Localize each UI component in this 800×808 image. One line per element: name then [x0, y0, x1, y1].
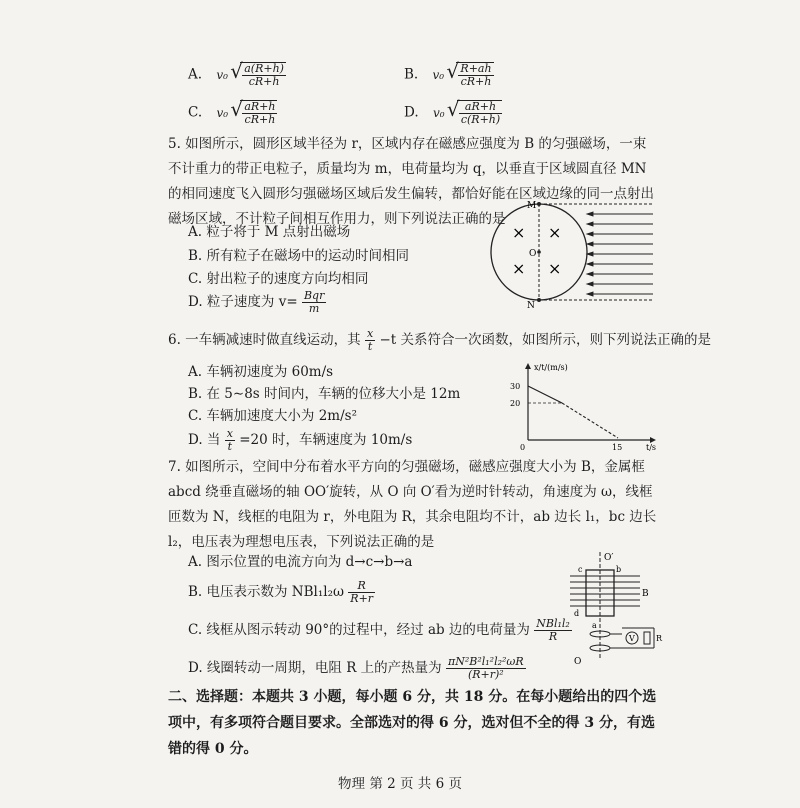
field-cross: × — [548, 259, 562, 278]
q5-option-c: C. 射出粒子的速度方向均相同 — [188, 271, 369, 287]
section-2-heading: 二、选择题：本题共 3 小题，每小题 6 分，共 18 分。在每小题给出的四个选项中，有多项符合题目要求。全部选对的得 6 分，选对但不全的得 3 分，有选错的得 0 分。 — [168, 689, 657, 757]
label-d: d — [574, 609, 580, 618]
label-o-prime: O′ — [604, 553, 614, 563]
beam-arrow-head — [587, 242, 593, 246]
q4-option-d: D. v₀ √ $\frac{aR+h}{c(R+h)}$ — [404, 100, 502, 126]
q5-option-a: A. 粒子将于 M 点射出磁场 — [188, 224, 351, 240]
label-n: N — [527, 301, 535, 310]
page-footer: 物理 第 2 页 共 6 页 — [338, 776, 462, 792]
label-o: O — [574, 657, 582, 667]
label-c: c — [578, 565, 583, 574]
field-cross: × — [512, 259, 526, 278]
q6-option-a: A. 车辆初速度为 60m/s — [188, 364, 334, 380]
q5-option-b: B. 所有粒子在磁场中的运动时间相同 — [188, 248, 410, 264]
q6-xt-graph — [500, 360, 660, 452]
tick-20: 20 — [510, 399, 521, 408]
field-cross: × — [548, 223, 562, 242]
q7-option-b: B. 电压表示数为 NBl₁l₂ω $\frac{R}{R+r}$ — [188, 579, 374, 605]
q5-option-d: D. 粒子速度为 v= $\frac{\text{Bqr}}{m}$ — [188, 289, 325, 315]
q4-option-a: A. v₀ √ $\frac{a(R+h)}{cR+h}$ — [188, 62, 286, 88]
label-o: O — [529, 249, 537, 259]
q4-option-b: B. v₀ √ $\frac{R+ah}{cR+h}$ — [404, 62, 494, 88]
q6-option-c: C. 车辆加速度大小为 2m/s² — [188, 408, 358, 424]
graph-line-solid — [528, 386, 562, 403]
q7-stem: 7. 如图所示，空间中分布着水平方向的匀强磁场，磁感应强度大小为 B，金属框 abcd 绕垂直磁场的轴 OO′旋转，从 O 向 O′看为逆时针转动，角速度为 ω，线框匝数为 N，线框的电阻为 r，外电阻为 R，其余电阻均不计，ab 边长 l₁，bc 边长 l₂，电压表为理想电压表，下列说法正确的是 — [168, 459, 657, 550]
beam-arrow-head — [587, 252, 593, 256]
x-axis-label: t/s — [646, 443, 657, 452]
q7-option-a: A. 图示位置的电流方向为 d→c→b→a — [188, 554, 413, 570]
q7-generator-figure — [560, 548, 670, 668]
graph-line-dashed — [562, 403, 618, 438]
q5-stem: 5. 如图所示，圆形区域半径为 r，区域内存在磁感应强度为 B 的匀强磁场，一束不计重力的带正电粒子，质量均为 m，电荷量均为 q，以垂直于区域圆直径 MN 的相同速度飞入圆形匀强磁场区域后发生偏转，都恰好能在区域边缘的同一点射出磁场区域，不计粒子间相互作用力，则下列说法正确的是 — [168, 136, 654, 227]
y-axis-label: x/t/(m/s) — [534, 363, 568, 372]
label-b-field: B — [642, 589, 649, 599]
beam-arrow-head — [587, 222, 593, 226]
resistor-r — [644, 632, 650, 644]
voltmeter-label: V — [629, 634, 635, 643]
tick-0: 0 — [520, 443, 526, 452]
beam-arrow-head — [587, 212, 593, 216]
q7-option-c: C. 线框从图示转动 90°的过程中，经过 ab 边的电荷量为 $\frac{\text{NBl₁l₂}}{R}$ — [188, 617, 570, 643]
tick-15: 15 — [612, 443, 623, 452]
q5-magnetic-field-figure — [485, 198, 660, 310]
label-m: M — [527, 201, 537, 211]
q6-option-b: B. 在 5∼8s 时间内，车辆的位移大小是 12m — [188, 386, 461, 402]
resistor-label: R — [656, 634, 663, 643]
q7-option-d: D. 线圈转动一周期，电阻 R 上的产热量为 $\frac{\text{πN²B²l₁²l₂²ωR}}{\text{(R+r)²}}$ — [188, 655, 524, 681]
beam-arrow-head — [587, 292, 593, 296]
field-lines — [570, 576, 640, 606]
field-cross: × — [512, 223, 526, 242]
label-a: a — [592, 621, 597, 630]
beam-arrow-head — [587, 272, 593, 276]
q6-stem: 6. 一车辆减速时做直线运动，其 $\frac{x}{t}$ −t 关系符合一次函数，如图所示，则下列说法正确的是 — [168, 327, 712, 353]
label-b: b — [616, 565, 622, 574]
beam-arrow-head — [587, 232, 593, 236]
beam-arrow-head — [587, 262, 593, 266]
particle-beam-arrows — [587, 212, 653, 296]
q6-option-d: D. 当 $\frac{x}{t}$ =20 时，车辆速度为 10m/s — [188, 427, 413, 453]
tick-30: 30 — [510, 382, 521, 391]
q4-option-c: C. v₀ √ $\frac{aR+h}{cR+h}$ — [188, 100, 277, 126]
beam-arrow-head — [587, 282, 593, 286]
